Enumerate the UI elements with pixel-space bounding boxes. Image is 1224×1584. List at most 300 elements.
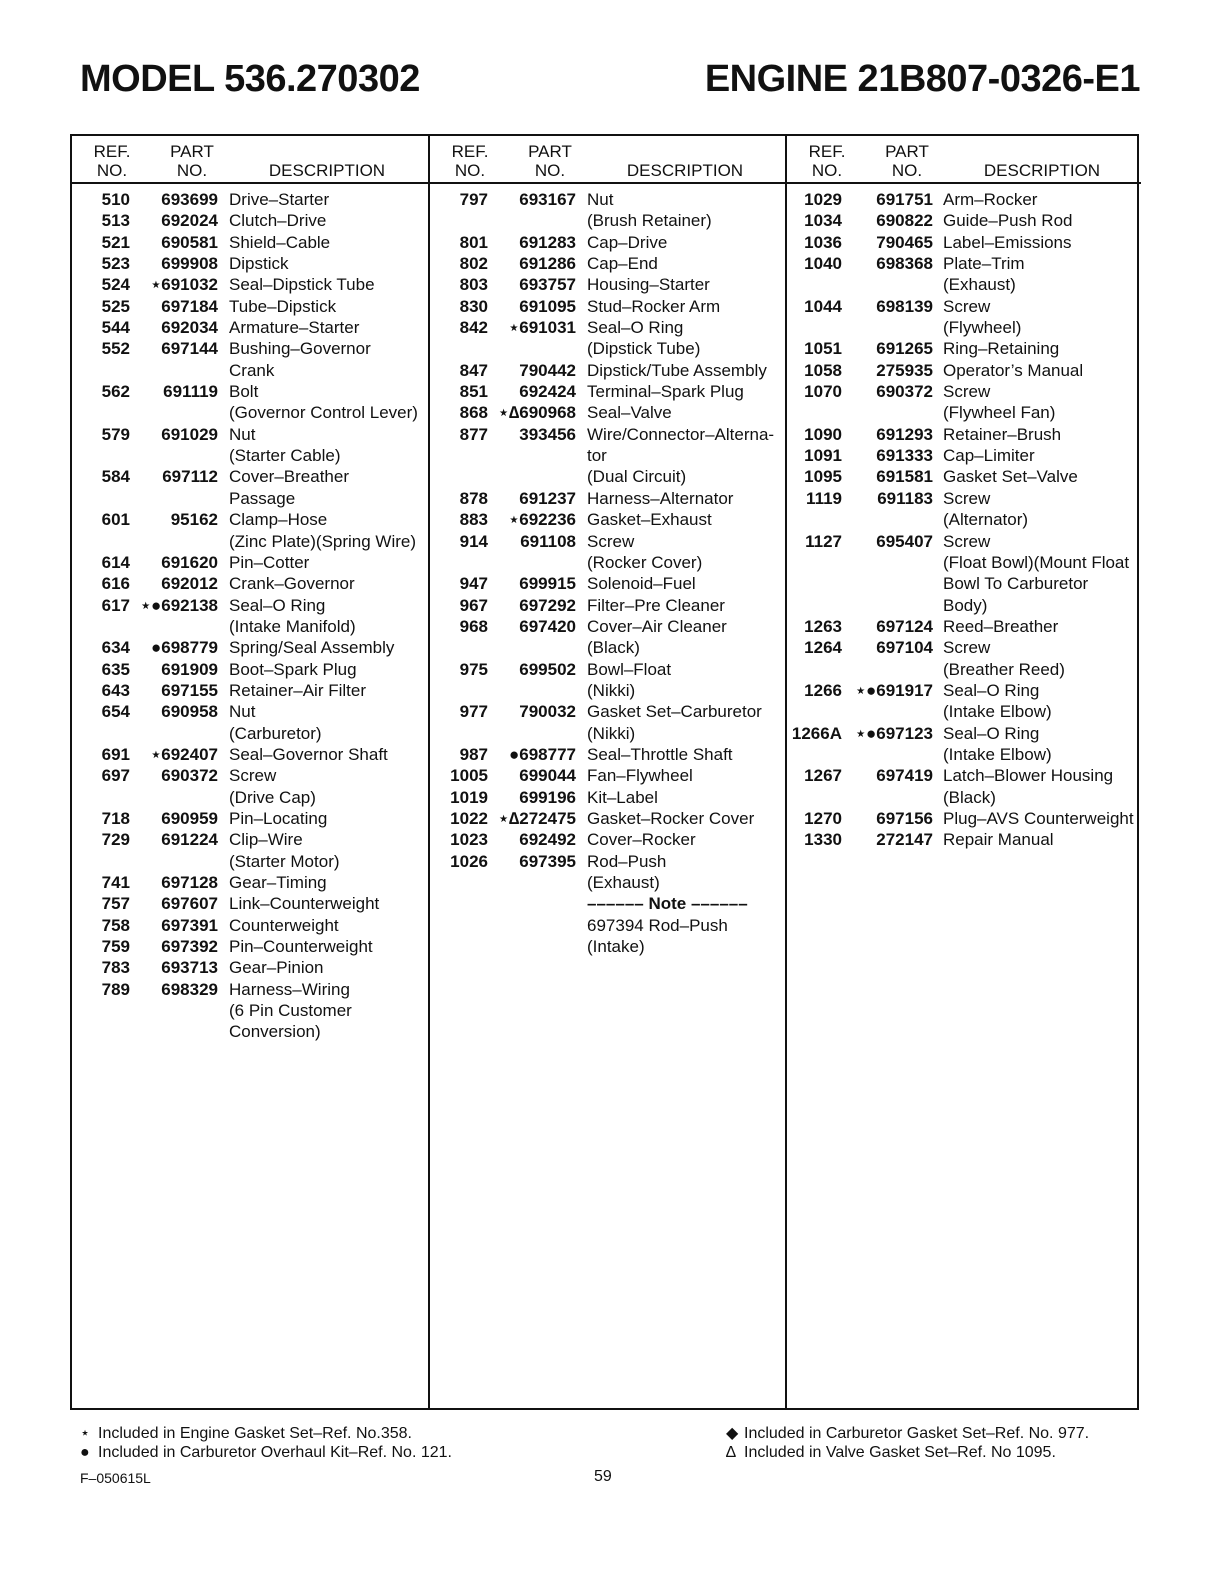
part-number: ⋆●692138	[140, 595, 218, 615]
part-number: 697124	[876, 616, 933, 636]
part-number: 692012	[161, 574, 218, 594]
part-description: (Starter Cable)	[229, 446, 341, 466]
table-row	[72, 1021, 428, 1042]
ref-number: 729	[101, 830, 130, 850]
part-description: Spring/Seal Assembly	[229, 638, 395, 658]
part-number: 693699	[161, 190, 218, 209]
ref-number: 802	[459, 254, 488, 274]
part-description: Plate–Trim	[943, 254, 1025, 274]
footnote-valve-gasket	[726, 1443, 1056, 1463]
table-row	[787, 210, 1141, 231]
part-description: Gear–Pinion	[229, 958, 324, 978]
table-row	[72, 701, 428, 722]
table-row	[787, 829, 1141, 850]
ref-number: 1127	[805, 531, 842, 551]
part-number: 691265	[876, 339, 933, 359]
ref-number: 851	[459, 382, 488, 402]
ref-number: 977	[459, 702, 488, 722]
ref-number: 1090	[804, 424, 842, 444]
table-row	[72, 744, 428, 765]
part-description: Stud–Rocker Arm	[587, 296, 721, 316]
table-row	[430, 402, 787, 423]
part-number: 693757	[519, 275, 576, 295]
part-number: 699915	[519, 574, 576, 594]
ref-number: 967	[459, 595, 488, 615]
ref-number: 643	[101, 680, 130, 700]
part-number: 691620	[161, 552, 218, 572]
table-row	[72, 253, 428, 274]
table-row	[72, 338, 428, 359]
part-number: 699502	[519, 659, 576, 679]
ref-number: 1266	[804, 680, 842, 700]
page-number: 59	[594, 1468, 612, 1485]
part-number: 690372	[161, 766, 218, 786]
ref-number: 759	[101, 937, 130, 957]
part-number: ●698779	[151, 638, 218, 658]
table-row	[72, 659, 428, 680]
table-row	[787, 466, 1141, 487]
part-description: 697394 Rod–Push	[587, 915, 728, 935]
part-description: (Intake)	[587, 937, 645, 957]
part-description: (Governor Control Lever)	[229, 403, 418, 423]
parts-column-2	[428, 136, 787, 1408]
table-row	[430, 296, 787, 317]
ref-number: 1022	[450, 808, 488, 828]
form-number: F–050615L	[80, 1470, 151, 1486]
table-row	[787, 637, 1141, 658]
part-description: Screw	[943, 638, 991, 658]
header-part: PART	[170, 142, 214, 161]
part-description: Plug–AVS Counterweight	[943, 808, 1134, 828]
table-row	[430, 659, 787, 680]
part-description: Crank–Governor	[229, 574, 355, 594]
ref-number: 803	[459, 275, 488, 295]
table-row	[72, 317, 428, 338]
table-row	[72, 680, 428, 701]
ref-number: 525	[101, 296, 130, 316]
star-icon: ⋆	[80, 1425, 91, 1442]
header-ref-no: NO.	[96, 161, 128, 180]
ref-number: 1019	[450, 787, 488, 807]
ref-number: 914	[459, 531, 488, 551]
table-row	[787, 317, 1141, 338]
part-description: Seal–O Ring	[943, 680, 1040, 700]
part-number: 691581	[876, 467, 933, 487]
table-row	[72, 296, 428, 317]
part-description: Nut	[229, 424, 256, 444]
table-row	[430, 616, 787, 637]
part-description: (Carburetor)	[229, 723, 322, 743]
part-description: Bowl To Carburetor	[943, 574, 1089, 594]
table-row	[430, 189, 787, 210]
part-description: Kit–Label	[587, 787, 658, 807]
engine-title: ENGINE 21B807-0326-E1	[704, 58, 1140, 100]
part-number: 691224	[161, 830, 218, 850]
part-description: Reed–Breather	[943, 616, 1059, 636]
part-description: Arm–Rocker	[943, 190, 1038, 209]
part-number: 697156	[876, 808, 933, 828]
table-row	[430, 851, 787, 872]
table-row	[430, 424, 787, 445]
table-row	[72, 893, 428, 914]
table-row	[787, 445, 1141, 466]
part-description: Drive–Starter	[229, 190, 330, 209]
part-description: Operator’s Manual	[943, 360, 1084, 380]
part-number: 690959	[161, 808, 218, 828]
part-number: 693713	[161, 958, 218, 978]
part-description: –––––– Note ––––––	[587, 894, 748, 914]
table-row	[430, 573, 787, 594]
part-number: 697128	[161, 873, 218, 892]
part-number: 790442	[519, 360, 576, 380]
part-description: Screw	[587, 531, 635, 551]
table-row	[72, 979, 428, 1000]
part-description: Seal–O Ring	[229, 595, 326, 615]
ref-number: 1026	[450, 851, 488, 871]
part-number: 692034	[161, 318, 218, 338]
table-row	[72, 552, 428, 573]
ref-number: 1036	[804, 232, 842, 252]
part-number: 692424	[519, 382, 576, 402]
part-number: 691119	[163, 382, 218, 402]
part-number: 691283	[519, 232, 576, 252]
ref-number: 1267	[804, 766, 842, 786]
part-number: 690958	[161, 702, 218, 722]
table-row	[787, 595, 1141, 616]
table-row	[430, 701, 787, 722]
table-row	[787, 680, 1141, 701]
part-description: Conversion)	[229, 1022, 321, 1042]
part-description: Counterweight	[229, 915, 339, 935]
part-number: 697292	[519, 595, 576, 615]
delta-icon: ∆	[726, 1444, 736, 1461]
part-description: Body)	[943, 595, 988, 615]
ref-number: 1044	[804, 296, 842, 316]
part-description: Cap–Drive	[587, 232, 668, 252]
ref-number: 758	[101, 915, 130, 935]
ref-number: 1270	[804, 808, 842, 828]
part-description: Ring–Retaining	[943, 339, 1060, 359]
diamond-icon: ◆	[726, 1425, 739, 1442]
table-row	[72, 445, 428, 466]
ref-number: 513	[101, 211, 130, 231]
ref-number: 1263	[804, 616, 842, 636]
part-number: 691293	[876, 424, 933, 444]
ref-number: 847	[459, 360, 488, 380]
table-row	[787, 232, 1141, 253]
part-description: (Drive Cap)	[229, 787, 316, 807]
ref-number: 1058	[804, 360, 842, 380]
table-row	[72, 573, 428, 594]
part-description: Seal–O Ring	[587, 318, 684, 338]
table-row	[787, 765, 1141, 786]
part-description: Gasket Set–Valve	[943, 467, 1078, 487]
header-part-no: NO.	[534, 161, 566, 180]
ref-number: 523	[101, 254, 130, 274]
ref-number: 601	[101, 510, 130, 530]
table-row	[430, 360, 787, 381]
part-description: Screw	[943, 531, 991, 551]
part-number: ⋆●691917	[855, 680, 933, 700]
part-description: (Rocker Cover)	[587, 552, 703, 572]
table-row	[72, 595, 428, 616]
header-ref-no: NO.	[454, 161, 486, 180]
part-description: Gear–Timing	[229, 873, 327, 892]
part-description: Retainer–Air Filter	[229, 680, 366, 700]
ref-number: 510	[101, 190, 130, 209]
part-number: ⋆∆272475	[498, 808, 576, 828]
ref-number: 842	[459, 318, 488, 338]
part-description: (Flywheel Fan)	[943, 403, 1056, 423]
part-description: Nut	[229, 702, 256, 722]
part-description: Seal–Dipstick Tube	[229, 275, 375, 295]
header-description: DESCRIPTION	[626, 161, 744, 180]
ref-number: 524	[101, 275, 130, 295]
header-description: DESCRIPTION	[983, 161, 1101, 180]
part-description: (Intake Manifold)	[229, 616, 356, 636]
column-header	[430, 136, 787, 184]
part-number: 697144	[161, 339, 218, 359]
ref-number: 783	[101, 958, 130, 978]
part-description: (Dipstick Tube)	[587, 339, 701, 359]
part-description: Screw	[943, 488, 991, 508]
part-number: 698368	[876, 254, 933, 274]
ref-number: 1005	[450, 766, 488, 786]
footnote-carb-gasket	[726, 1424, 1089, 1444]
ref-number: 877	[459, 424, 488, 444]
table-row	[430, 595, 787, 616]
table-row	[72, 466, 428, 487]
table-row	[72, 424, 428, 445]
ref-number: 616	[101, 574, 130, 594]
ref-number: 878	[459, 488, 488, 508]
part-description: (Black)	[587, 638, 640, 658]
table-row	[72, 531, 428, 552]
part-description: (Zinc Plate)(Spring Wire)	[229, 531, 417, 551]
table-row	[72, 509, 428, 530]
part-description: Bushing–Governor	[229, 339, 371, 359]
part-description: Label–Emissions	[943, 232, 1072, 252]
ref-number: 1095	[804, 467, 842, 487]
header-ref: REF.	[808, 142, 846, 161]
table-row	[787, 488, 1141, 509]
part-number: 697155	[161, 680, 218, 700]
part-number: 697395	[519, 851, 576, 871]
table-row	[787, 744, 1141, 765]
part-number: 790032	[519, 702, 576, 722]
table-row	[430, 232, 787, 253]
part-description: Screw	[229, 766, 277, 786]
table-row	[430, 445, 787, 466]
part-description: Boot–Spark Plug	[229, 659, 357, 679]
ref-number: 1070	[804, 382, 842, 402]
table-row	[430, 723, 787, 744]
table-row	[430, 274, 787, 295]
part-description: Clutch–Drive	[229, 211, 327, 231]
part-number: 692024	[161, 211, 218, 231]
table-row	[430, 531, 787, 552]
table-row	[72, 1000, 428, 1021]
part-number: ⋆692236	[508, 510, 576, 530]
header-ref: REF.	[451, 142, 489, 161]
part-number: 275935	[876, 360, 933, 380]
part-description: (Starter Motor)	[229, 851, 340, 871]
table-row	[787, 360, 1141, 381]
part-number: 697391	[161, 915, 218, 935]
part-description: Guide–Push Rod	[943, 211, 1073, 231]
ref-number: 552	[101, 339, 130, 359]
ref-number: 562	[101, 382, 130, 402]
part-description: Repair Manual	[943, 830, 1054, 850]
table-row	[430, 872, 787, 893]
ref-number: 614	[101, 552, 130, 572]
part-number: 693167	[519, 190, 576, 209]
table-row	[72, 723, 428, 744]
part-description: Screw	[943, 382, 991, 402]
part-description: Filter–Pre Cleaner	[587, 595, 725, 615]
part-description: Pin–Locating	[229, 808, 328, 828]
part-description: Gasket–Exhaust	[587, 510, 712, 530]
part-description: Wire/Connector–Alterna-	[587, 424, 775, 444]
table-row	[787, 723, 1141, 744]
table-row	[430, 509, 787, 530]
header-part-no: NO.	[176, 161, 208, 180]
part-number: ⋆692407	[150, 744, 218, 764]
ref-number: 987	[459, 744, 488, 764]
part-description: Cap–Limiter	[943, 446, 1035, 466]
part-number: 790465	[876, 232, 933, 252]
table-row	[430, 787, 787, 808]
part-description: (6 Pin Customer	[229, 1001, 352, 1021]
ref-number: 1091	[804, 446, 842, 466]
part-number: 697184	[161, 296, 218, 316]
footnote-text: Included in Valve Gasket Set–Ref. No 1095.	[744, 1444, 1056, 1461]
ref-number: 757	[101, 894, 130, 914]
table-row	[72, 210, 428, 231]
table-row	[787, 338, 1141, 359]
table-row	[787, 296, 1141, 317]
table-row	[72, 232, 428, 253]
table-row	[787, 552, 1141, 573]
ref-number: 830	[459, 296, 488, 316]
ref-number: 789	[101, 979, 130, 999]
part-description: Dipstick	[229, 254, 289, 274]
table-row	[430, 210, 787, 231]
part-description: (Black)	[943, 787, 996, 807]
ref-number: 634	[101, 638, 130, 658]
part-description: Bolt	[229, 382, 259, 402]
part-description: (Exhaust)	[587, 873, 660, 892]
ref-number: 1029	[804, 190, 842, 209]
table-row	[787, 531, 1141, 552]
column-header	[787, 136, 1141, 184]
ref-number: 1264	[804, 638, 842, 658]
table-row	[787, 509, 1141, 530]
part-number: 699044	[519, 766, 576, 786]
part-description: Clip–Wire	[229, 830, 303, 850]
part-number: 697420	[519, 616, 576, 636]
part-description: Cover–Breather	[229, 467, 350, 487]
part-description: Bowl–Float	[587, 659, 672, 679]
ref-number: 544	[101, 318, 130, 338]
part-number: 690581	[161, 232, 218, 252]
table-row	[430, 381, 787, 402]
header-description: DESCRIPTION	[268, 161, 386, 180]
part-description: Gasket Set–Carburetor	[587, 702, 762, 722]
table-row	[787, 189, 1141, 210]
table-row	[72, 637, 428, 658]
part-number: 699908	[161, 254, 218, 274]
part-description: Dipstick/Tube Assembly	[587, 360, 767, 380]
table-row	[430, 808, 787, 829]
part-number: 697392	[161, 937, 218, 957]
table-row	[72, 274, 428, 295]
part-number: 691909	[161, 659, 218, 679]
ref-number: 868	[459, 403, 488, 423]
header-part: PART	[885, 142, 929, 161]
ref-number: 521	[101, 232, 130, 252]
table-row	[430, 915, 787, 936]
column-rows	[430, 184, 787, 957]
part-description: (Float Bowl)(Mount Float	[943, 552, 1130, 572]
part-number: 691286	[519, 254, 576, 274]
ref-number: 635	[101, 659, 130, 679]
column-rows	[787, 184, 1141, 851]
part-description: Seal–O Ring	[943, 723, 1040, 743]
part-number: 692492	[519, 830, 576, 850]
ref-number: 579	[101, 424, 130, 444]
part-number: 393456	[519, 424, 576, 444]
part-description: Harness–Wiring	[229, 979, 350, 999]
part-number: 691108	[520, 531, 576, 551]
table-row	[430, 744, 787, 765]
part-description: Pin–Counterweight	[229, 937, 373, 957]
table-row	[787, 616, 1141, 637]
ref-number: 1330	[804, 830, 842, 850]
part-number: 698139	[876, 296, 933, 316]
ref-number: 691	[101, 744, 130, 764]
table-row	[72, 189, 428, 210]
footnote-text: Included in Engine Gasket Set–Ref. No.358.	[98, 1425, 412, 1442]
part-description: (Intake Elbow)	[943, 702, 1052, 722]
table-row	[430, 893, 787, 914]
part-description: Tube–Dipstick	[229, 296, 337, 316]
table-row	[787, 659, 1141, 680]
table-row	[72, 808, 428, 829]
part-description: Rod–Push	[587, 851, 667, 871]
header-ref: REF.	[93, 142, 131, 161]
part-description: (Nikki)	[587, 680, 636, 700]
part-number: ⋆691031	[508, 318, 576, 338]
part-description: Seal–Governor Shaft	[229, 744, 388, 764]
ref-number: 1266A	[791, 723, 842, 743]
table-row	[787, 402, 1141, 423]
part-description: (Dual Circuit)	[587, 467, 687, 487]
part-number: 695407	[876, 531, 933, 551]
table-row	[72, 915, 428, 936]
part-number: 698329	[161, 979, 218, 999]
part-number: ⋆∆690968	[498, 403, 576, 423]
table-row	[787, 381, 1141, 402]
part-description: Seal–Throttle Shaft	[587, 744, 733, 764]
part-description: (Exhaust)	[943, 275, 1016, 295]
table-row	[787, 573, 1141, 594]
part-description: Gasket–Rocker Cover	[587, 808, 755, 828]
part-description: Cap–End	[587, 254, 658, 274]
table-row	[72, 851, 428, 872]
ref-number: 883	[459, 510, 488, 530]
part-number: 699196	[519, 787, 576, 807]
